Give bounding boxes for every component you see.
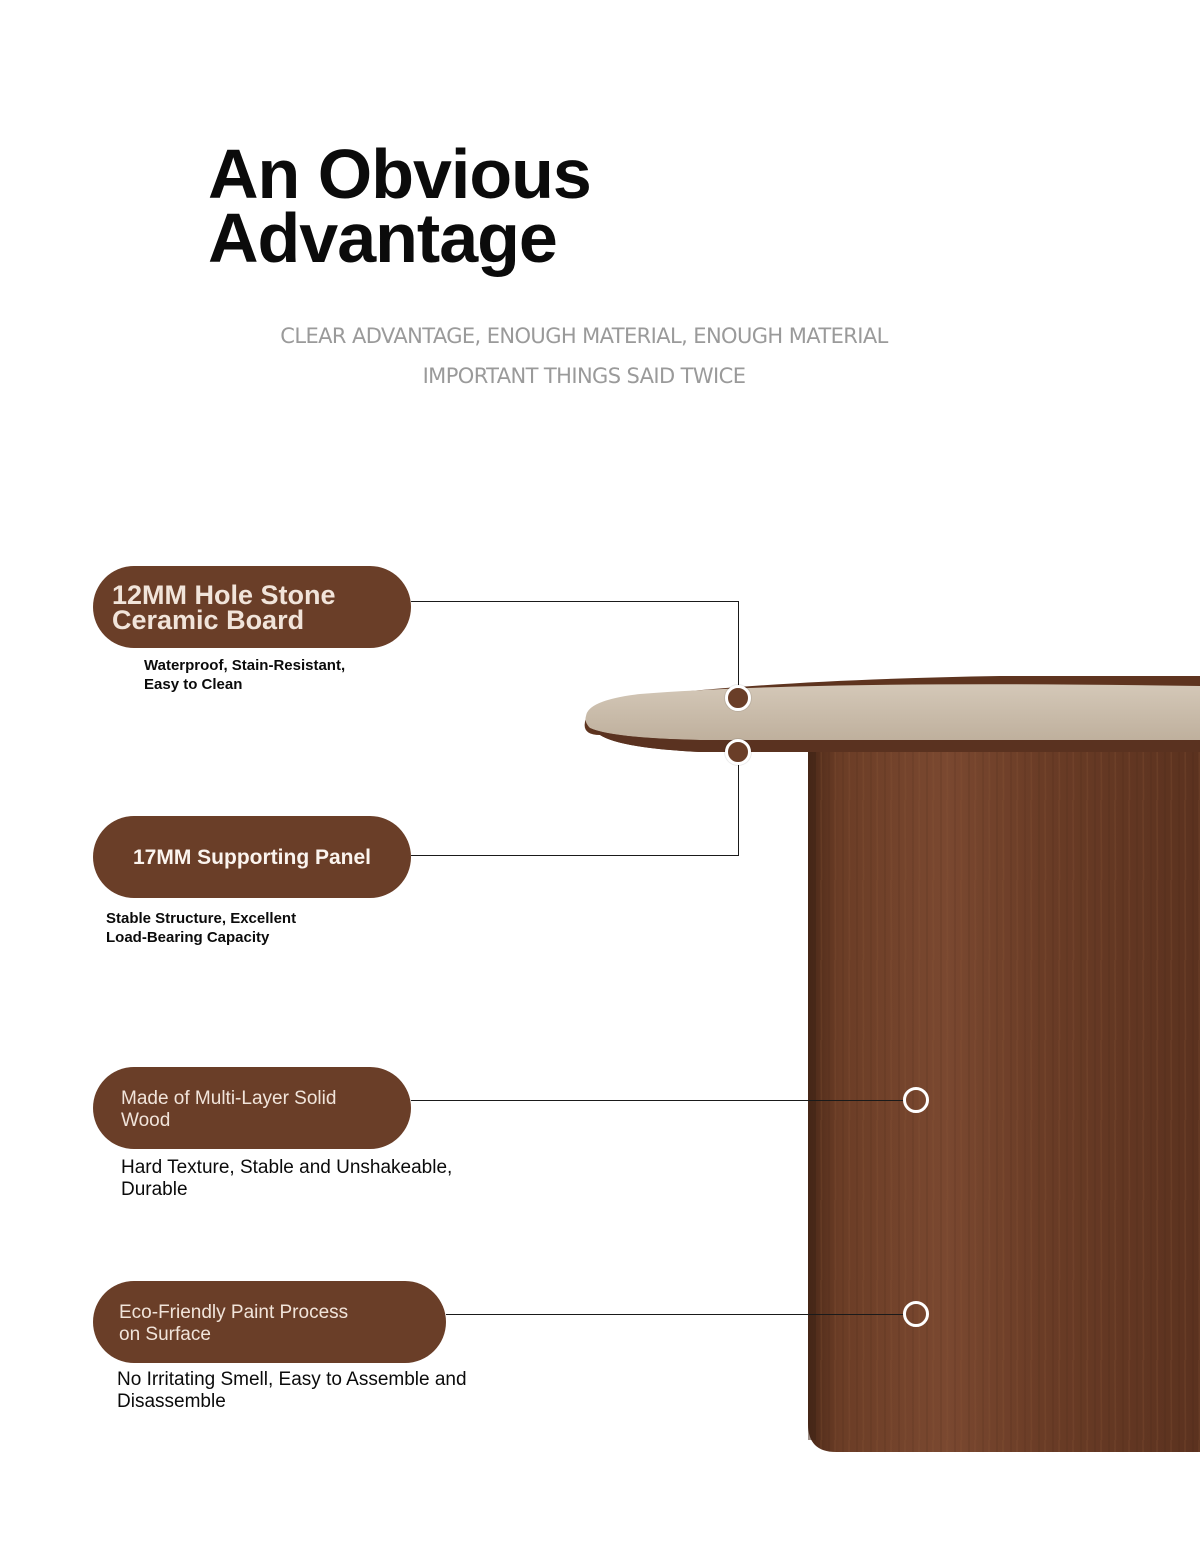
callout-line-supporting-panel-v xyxy=(738,760,739,856)
marker-dot-ceramic-board xyxy=(725,685,751,711)
marker-ring-eco-paint xyxy=(903,1301,929,1327)
callout-line-eco-paint xyxy=(446,1314,906,1315)
feature-desc-solid-wood: Hard Texture, Stable and Unshakeable, Durable xyxy=(121,1157,453,1200)
feature-desc-supporting-panel: Stable Structure, Excellent Load-Bearing Capacity xyxy=(106,910,297,946)
callout-line-ceramic-board-h xyxy=(411,601,739,602)
marker-dot-supporting-panel xyxy=(725,739,751,765)
feature-title-supporting-panel: 17MM Supporting Panel xyxy=(133,846,372,869)
title-line-1: An Obvious xyxy=(208,135,591,213)
feature-desc-ceramic-board: Waterproof, Stain-Resistant, Easy to Clean xyxy=(144,657,346,693)
subtitle-line-2: IMPORTANT THINGS SAID TWICE xyxy=(422,364,746,388)
title-line-2: Advantage xyxy=(208,199,557,277)
feature-title-ceramic-board: 12MM Hole Stone Ceramic Board xyxy=(112,580,336,635)
page-title xyxy=(208,135,591,277)
feature-title-eco-paint: Eco-Friendly Paint Process on Surface xyxy=(119,1302,349,1345)
subtitle-line-1: CLEAR ADVANTAGE, ENOUGH MATERIAL, ENOUGH MATERIAL xyxy=(280,324,888,348)
callout-line-ceramic-board-v xyxy=(738,601,739,691)
feature-title-solid-wood: Made of Multi-Layer Solid Wood xyxy=(121,1088,337,1131)
callout-line-supporting-panel-h xyxy=(411,855,739,856)
callout-line-solid-wood xyxy=(411,1100,906,1101)
feature-desc-eco-paint: No Irritating Smell, Easy to Assemble and Disassemble xyxy=(117,1369,467,1412)
marker-ring-solid-wood xyxy=(903,1087,929,1113)
table-top xyxy=(585,676,1200,752)
table-base xyxy=(808,750,1200,1452)
